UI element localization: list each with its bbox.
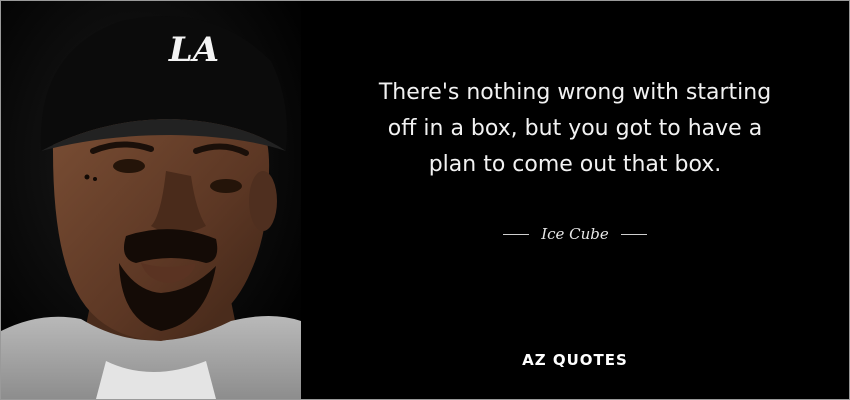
left-rule [503, 234, 529, 235]
quote-text: There's nothing wrong with starting off in a box, but you got to have a plan to come out that box. [378, 80, 772, 177]
author-attribution [319, 223, 831, 245]
author-name: Ice Cube [541, 225, 609, 243]
portrait-image [1, 1, 301, 399]
cap-logo-text: LA [168, 30, 220, 70]
brand-logo: AZ QUOTES [522, 351, 628, 369]
right-rule [621, 234, 647, 235]
